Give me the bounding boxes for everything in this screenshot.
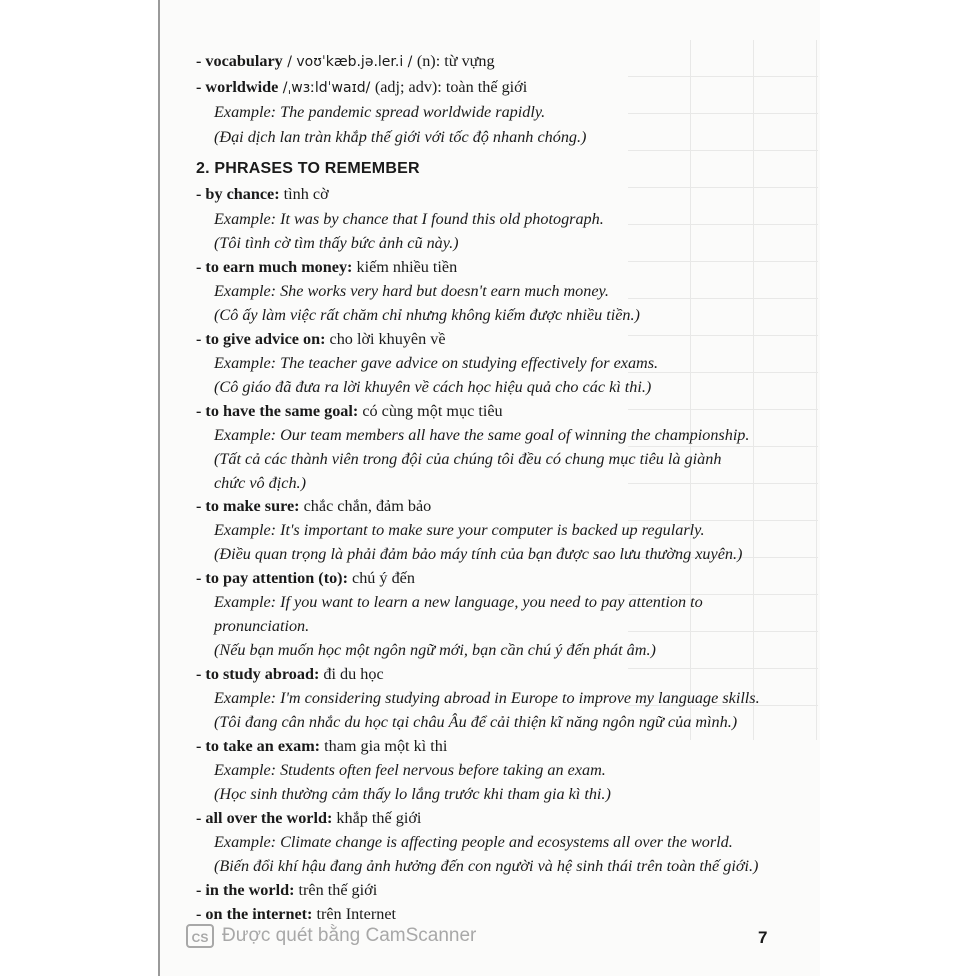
vocab-term: - vocabulary: [196, 52, 283, 70]
phrase-term: - to have the same goal:: [196, 402, 359, 420]
phrase-meaning: trên Internet: [312, 905, 397, 923]
phrase-entry: [196, 495, 431, 517]
translation-sentence: (Biến đổi khí hậu đang ảnh hưởng đến con người và hệ sinh thái trên toàn thế giới.): [214, 857, 759, 875]
example-sentence: Example: Students often feel nervous before taking an exam.: [214, 761, 606, 779]
phrase-term: - to make sure:: [196, 497, 300, 515]
watermark-text: Được quét bằng CamScanner: [222, 925, 477, 946]
example-sentence: Example: The teacher gave advice on studying effectively for exams.: [214, 354, 659, 372]
camscanner-watermark: [186, 924, 476, 948]
phrase-entry: [196, 879, 377, 901]
vocab-entry-worldwide: [196, 76, 527, 99]
phrase-entry: [196, 328, 446, 350]
section-heading: 2. PHRASES TO REMEMBER: [196, 160, 420, 177]
phrase-meaning: trên thế giới: [294, 881, 378, 899]
translation-sentence: (Tất cả các thành viên trong đội của chúng tôi đều có chung mục tiêu là giành: [214, 450, 722, 468]
translation-sentence-continued: chức vô địch.): [214, 474, 306, 492]
translation-sentence: (Tôi tình cờ tìm thấy bức ảnh cũ này.): [214, 234, 459, 252]
phrase-term: - to earn much money:: [196, 258, 353, 276]
phrase-entry: [196, 567, 415, 589]
vocab-ipa: / voʊˈkæb.jə.ler.i /: [282, 54, 417, 70]
phrase-term: - by chance:: [196, 185, 280, 203]
example-sentence: Example: If you want to learn a new language, you need to pay attention to: [214, 593, 703, 611]
translation-sentence: (Đại dịch lan tràn khắp thế giới với tốc độ nhanh chóng.): [214, 128, 587, 146]
phrase-term: - all over the world:: [196, 809, 333, 827]
translation-sentence: (Cô giáo đã đưa ra lời khuyên về cách học hiệu quả cho các kì thi.): [214, 378, 652, 396]
vocab-meaning: (n): từ vựng: [416, 52, 495, 70]
phrase-meaning: tình cờ: [279, 185, 329, 203]
phrase-meaning: chắc chắn, đảm bảo: [299, 497, 432, 515]
bleed-through-table: [628, 40, 818, 740]
vocab-term: - worldwide: [196, 78, 279, 96]
vocab-ipa: /ˌwɜːldˈwaɪd/: [278, 80, 375, 96]
phrase-term: - to study abroad:: [196, 665, 320, 683]
phrase-entry: [196, 807, 421, 829]
example-sentence: Example: It was by chance that I found this old photograph.: [214, 210, 604, 228]
example-sentence: Example: The pandemic spread worldwide rapidly.: [214, 103, 546, 121]
phrase-meaning: đi du học: [319, 665, 384, 683]
phrase-entry: [196, 903, 396, 925]
camscanner-logo-icon: CS: [186, 924, 214, 948]
page-number: 7: [758, 928, 768, 947]
phrase-meaning: chú ý đến: [347, 569, 415, 587]
example-sentence: Example: She works very hard but doesn't earn much money.: [214, 282, 609, 300]
phrase-term: - to pay attention (to):: [196, 569, 348, 587]
phrase-meaning: tham gia một kì thi: [320, 737, 448, 755]
book-page: [158, 0, 820, 976]
phrase-meaning: kiếm nhiều tiền: [352, 258, 458, 276]
example-sentence: Example: I'm considering studying abroad in Europe to improve my language skills.: [214, 689, 760, 707]
phrase-meaning: cho lời khuyên về: [325, 330, 446, 348]
phrase-meaning: có cùng một mục tiêu: [358, 402, 503, 420]
vocab-meaning: (adj; adv): toàn thế giới: [374, 78, 528, 96]
phrase-entry: [196, 256, 457, 278]
example-sentence: Example: It's important to make sure your computer is backed up regularly.: [214, 521, 705, 539]
phrase-term: - in the world:: [196, 881, 295, 899]
phrase-term: - to take an exam:: [196, 737, 321, 755]
vocab-entry-vocabulary: [196, 50, 495, 73]
translation-sentence: (Tôi đang cân nhắc du học tại châu Âu để cải thiện kĩ năng ngôn ngữ của mình.): [214, 713, 738, 731]
translation-sentence: (Cô ấy làm việc rất chăm chỉ nhưng không kiếm được nhiều tiền.): [214, 306, 640, 324]
translation-sentence: (Điều quan trọng là phải đảm bảo máy tính của bạn được sao lưu thường xuyên.): [214, 545, 743, 563]
phrase-entry: [196, 400, 503, 422]
translation-sentence: (Nếu bạn muốn học một ngôn ngữ mới, bạn cần chú ý đến phát âm.): [214, 641, 656, 659]
phrase-term: - on the internet:: [196, 905, 313, 923]
phrase-entry: [196, 183, 329, 205]
phrase-meaning: khắp thế giới: [332, 809, 422, 827]
example-sentence-continued: pronunciation.: [214, 617, 310, 635]
phrase-term: - to give advice on:: [196, 330, 326, 348]
example-sentence: Example: Climate change is affecting people and ecosystems all over the world.: [214, 833, 733, 851]
translation-sentence: (Học sinh thường cảm thấy lo lắng trước khi tham gia kì thi.): [214, 785, 611, 803]
phrase-entry: [196, 663, 384, 685]
phrase-entry: [196, 735, 447, 757]
example-sentence: Example: Our team members all have the same goal of winning the championship.: [214, 426, 750, 444]
